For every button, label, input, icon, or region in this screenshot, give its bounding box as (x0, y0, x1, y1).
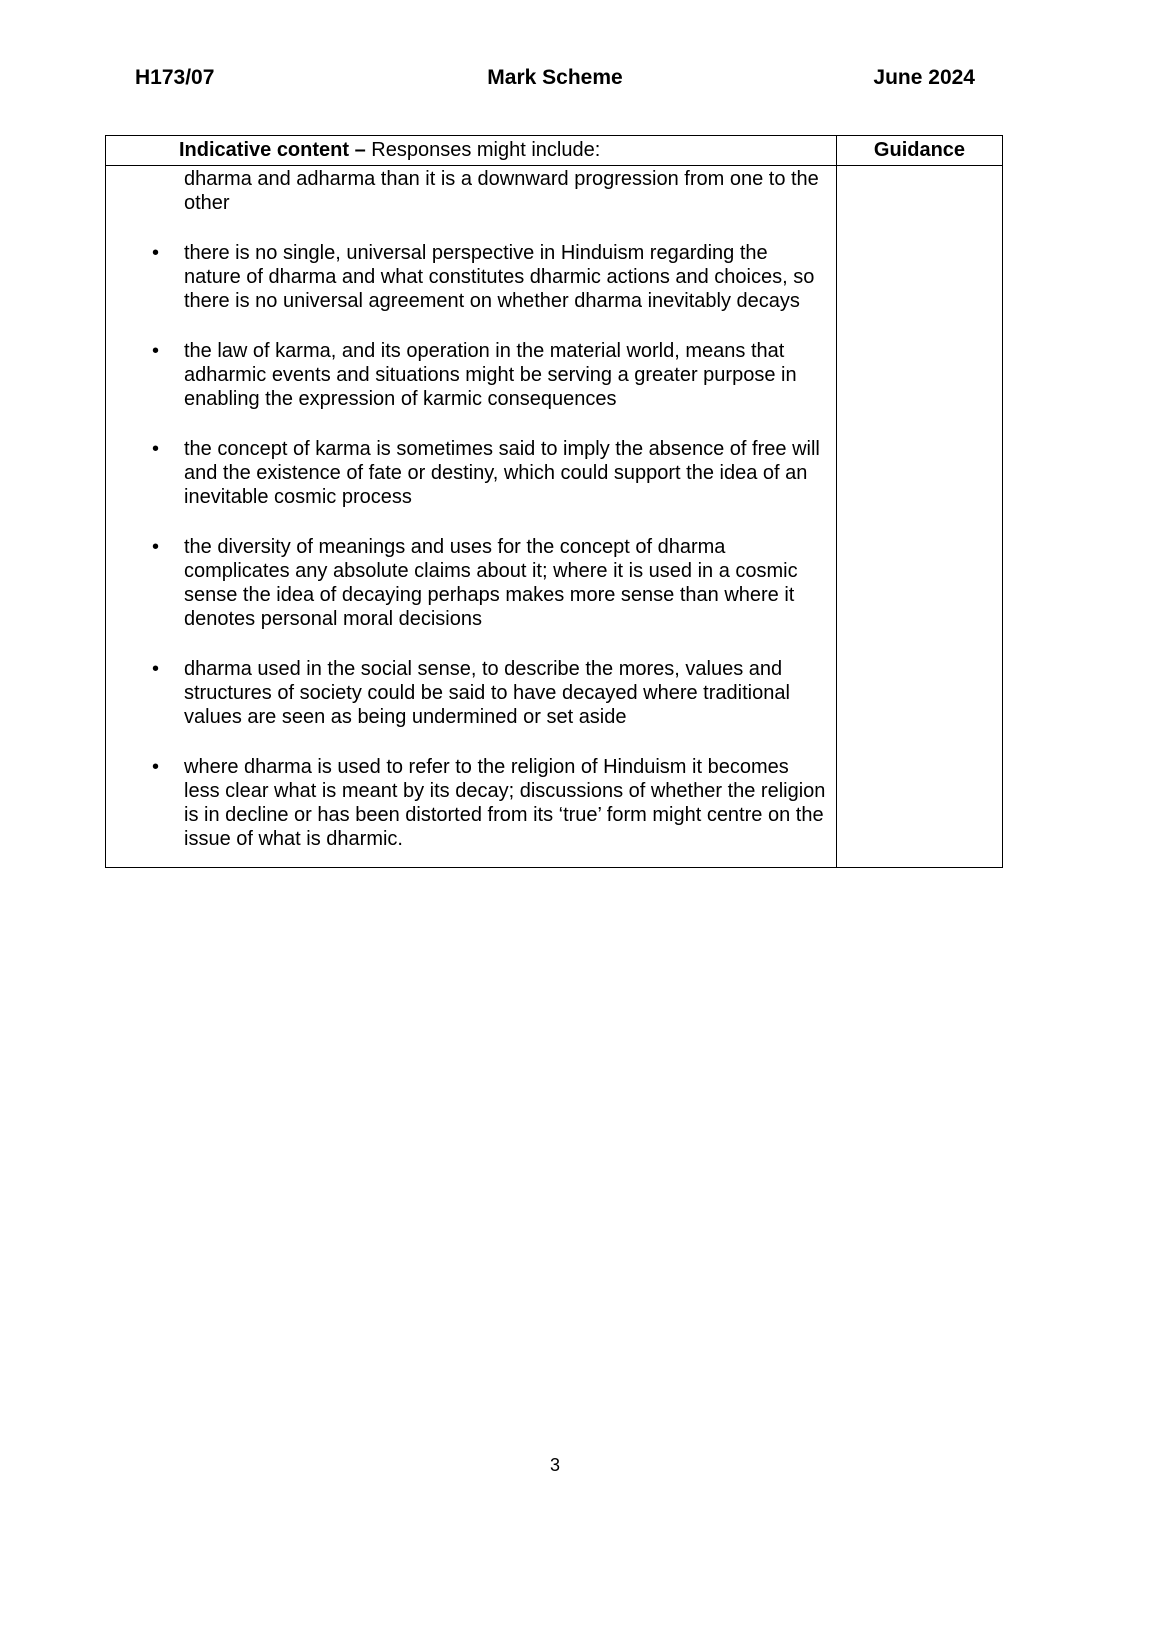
document-date: June 2024 (873, 66, 975, 89)
guidance-header: Guidance (837, 136, 1003, 166)
bullet-icon: • (152, 658, 160, 680)
bullet-text: the diversity of meanings and uses for the concept of dharma complicates any absolute claims about it; where it is used in a cosmic sense the idea of decaying perhaps makes more sense than where it denotes personal moral decisions (184, 536, 798, 630)
bullet-point (106, 437, 836, 509)
table-header-row (106, 136, 1003, 166)
page-number: 3 (549, 1455, 560, 1475)
bullet-point (106, 755, 836, 851)
bullet-icon: • (152, 340, 160, 362)
document-code: H173/07 (135, 66, 215, 89)
indicative-content-cell (106, 166, 837, 868)
bullet-point (106, 241, 836, 313)
header-rest: Responses might include: (365, 139, 601, 161)
bullet-point (106, 535, 836, 631)
bullet-text: there is no single, universal perspective in Hinduism regarding the nature of dharma and what constitutes dharmic actions and choices, so there is no universal agreement on whether dharma inevitably decays (184, 242, 815, 312)
indicative-content-header (106, 136, 837, 166)
bullet-point (106, 657, 836, 729)
document-title: Mark Scheme (487, 66, 623, 89)
bullet-icon: • (152, 438, 160, 460)
bullet-point (106, 339, 836, 411)
bullet-icon: • (152, 242, 160, 264)
bullet-text: where dharma is used to refer to the religion of Hinduism it becomes less clear what is meant by its decay; discussions of whether the religion is in decline or has been distorted from its ‘true’ form might centre on the issue of what is dharmic. (184, 756, 826, 850)
bullet-text: dharma used in the social sense, to describe the mores, values and structures of society could be said to have decayed where traditional values are seen as being undermined or set aside (184, 658, 790, 728)
bullet-icon: • (152, 756, 160, 778)
bullet-text: the law of karma, and its operation in the material world, means that adharmic events and situations might be serving a greater purpose in enabling the expression of karmic consequences (184, 340, 797, 410)
table-row (106, 166, 1003, 868)
guidance-cell (837, 166, 1003, 868)
header-bold: Indicative content – (179, 139, 366, 161)
bullet-text: the concept of karma is sometimes said to imply the absence of free will and the existence of fate or destiny, which could support the idea of an inevitable cosmic process (184, 438, 820, 508)
continuation-text: dharma and adharma than it is a downward progression from one to the other (184, 168, 819, 214)
bullet-icon: • (152, 536, 160, 558)
mark-scheme-table (105, 135, 1003, 868)
